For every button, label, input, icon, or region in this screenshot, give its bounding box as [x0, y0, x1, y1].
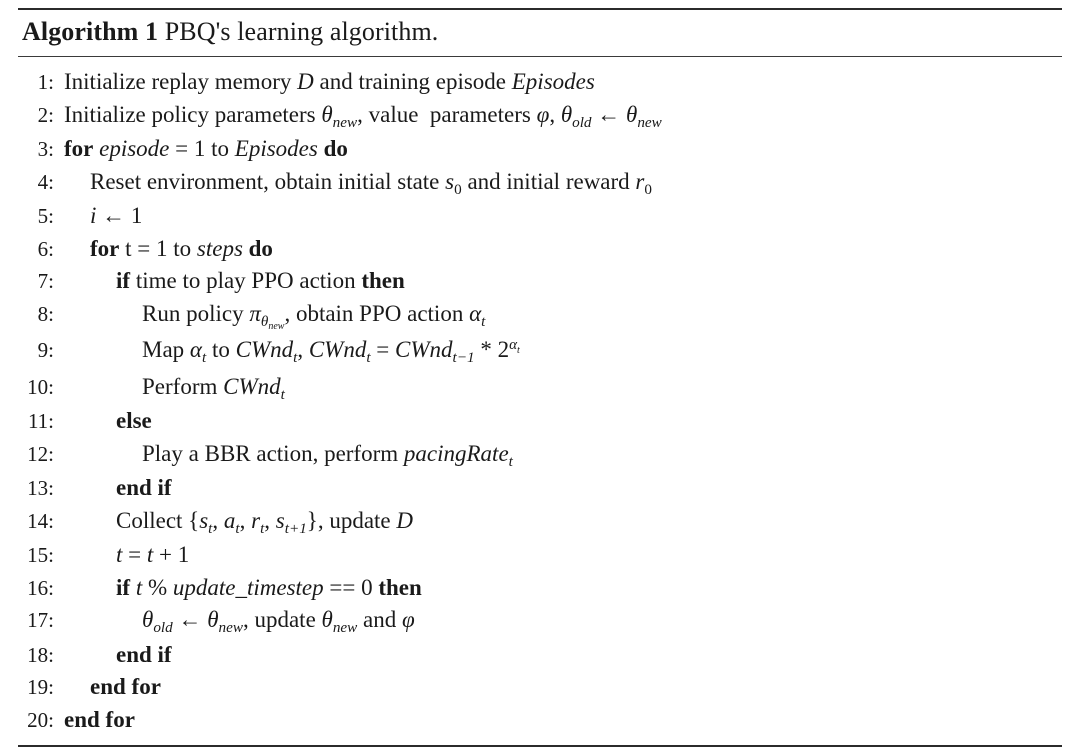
line-content: Play a BBR action, perform pacingRate$_t$	[142, 440, 513, 470]
algorithm-line	[18, 671, 1062, 704]
line-number: 2:	[37, 102, 54, 127]
line-number: 18:	[27, 642, 54, 667]
line-content: Collect {$s_t$, $a_t$, $r_t$, $s_{t+1}$}, update D	[116, 507, 414, 537]
line-content: Reset environment, obtain initial state $s_0$ and initial reward $r_0$	[90, 168, 652, 198]
algorithm-block	[18, 8, 1062, 747]
line-number: 3:	[37, 137, 54, 161]
algorithm-line	[18, 505, 1062, 540]
algorithm-line	[18, 704, 1062, 737]
line-content: Initialize policy parameters $\theta_{new}$, value parameters φ, $\theta_{old}$ ← $\theta_{new}$	[64, 101, 662, 131]
algorithm-line	[18, 166, 1062, 201]
algorithm-line	[18, 604, 1062, 639]
line-number: 6:	[37, 236, 54, 261]
line-number: 5:	[37, 204, 54, 228]
line-content: for t = 1 to steps do	[90, 235, 273, 261]
line-content: Map $\alpha_t$ to CWnd$_t$, CWnd$_t$ = CWnd$_{t-1}$ * $2^{\alpha_t}$	[142, 336, 520, 367]
algorithm-line	[18, 133, 1062, 166]
line-number: 15:	[27, 543, 54, 567]
algorithm-header	[18, 10, 1062, 56]
algorithm-line	[18, 265, 1062, 298]
line-number: 13:	[27, 476, 54, 500]
line-number: 1:	[37, 70, 54, 94]
line-content: if time to play PPO action then	[116, 268, 405, 293]
algorithm-body	[18, 57, 1062, 745]
line-number: 17:	[27, 608, 54, 632]
line-content: for episode = 1 to Episodes do	[64, 136, 348, 161]
line-number: 10:	[27, 374, 54, 399]
line-content: Run policy $\pi_{\theta_{new}}$, obtain PPO action $\alpha_t$	[142, 300, 486, 333]
line-content: end if	[116, 641, 172, 667]
line-number: 4:	[37, 169, 54, 194]
line-content: end for	[90, 674, 161, 699]
algorithm-line	[18, 405, 1062, 438]
line-number: 8:	[37, 301, 54, 326]
line-number: 14:	[27, 508, 54, 533]
algorithm-line	[18, 371, 1062, 406]
line-number: 12:	[27, 441, 54, 466]
line-number: 19:	[27, 675, 54, 699]
line-content: $\theta_{old}$ ← $\theta_{new}$, update $\theta_{new}$ and φ	[142, 607, 415, 637]
line-number: 11:	[27, 409, 54, 433]
algorithm-line	[18, 539, 1062, 572]
algorithm-line	[18, 200, 1062, 233]
line-number: 9:	[37, 338, 54, 362]
algorithm-line	[18, 572, 1062, 605]
algorithm-line	[18, 639, 1062, 672]
line-content: Perform CWnd$_t$	[142, 373, 285, 403]
line-content: else	[116, 408, 152, 433]
algorithm-line	[18, 66, 1062, 99]
algorithm-line	[18, 233, 1062, 266]
line-number: 16:	[27, 575, 54, 600]
line-content: Initialize replay memory D and training episode Episodes	[64, 69, 595, 94]
algorithm-line	[18, 438, 1062, 473]
algorithm-label: Algorithm 1	[22, 17, 159, 46]
line-content: end for	[64, 706, 135, 732]
line-number: 20:	[27, 707, 54, 732]
line-content: end if	[116, 475, 172, 500]
line-content: t = t + 1	[116, 542, 190, 567]
algorithm-line	[18, 472, 1062, 505]
algorithm-line	[18, 334, 1062, 371]
algorithm-title: PBQ's learning algorithm.	[164, 17, 439, 46]
algorithm-line	[18, 298, 1062, 335]
line-content: if t % update_timestep == 0 then	[116, 574, 422, 600]
line-number: 7:	[37, 269, 54, 293]
algorithm-line	[18, 99, 1062, 134]
line-content: i ← 1	[90, 203, 143, 228]
